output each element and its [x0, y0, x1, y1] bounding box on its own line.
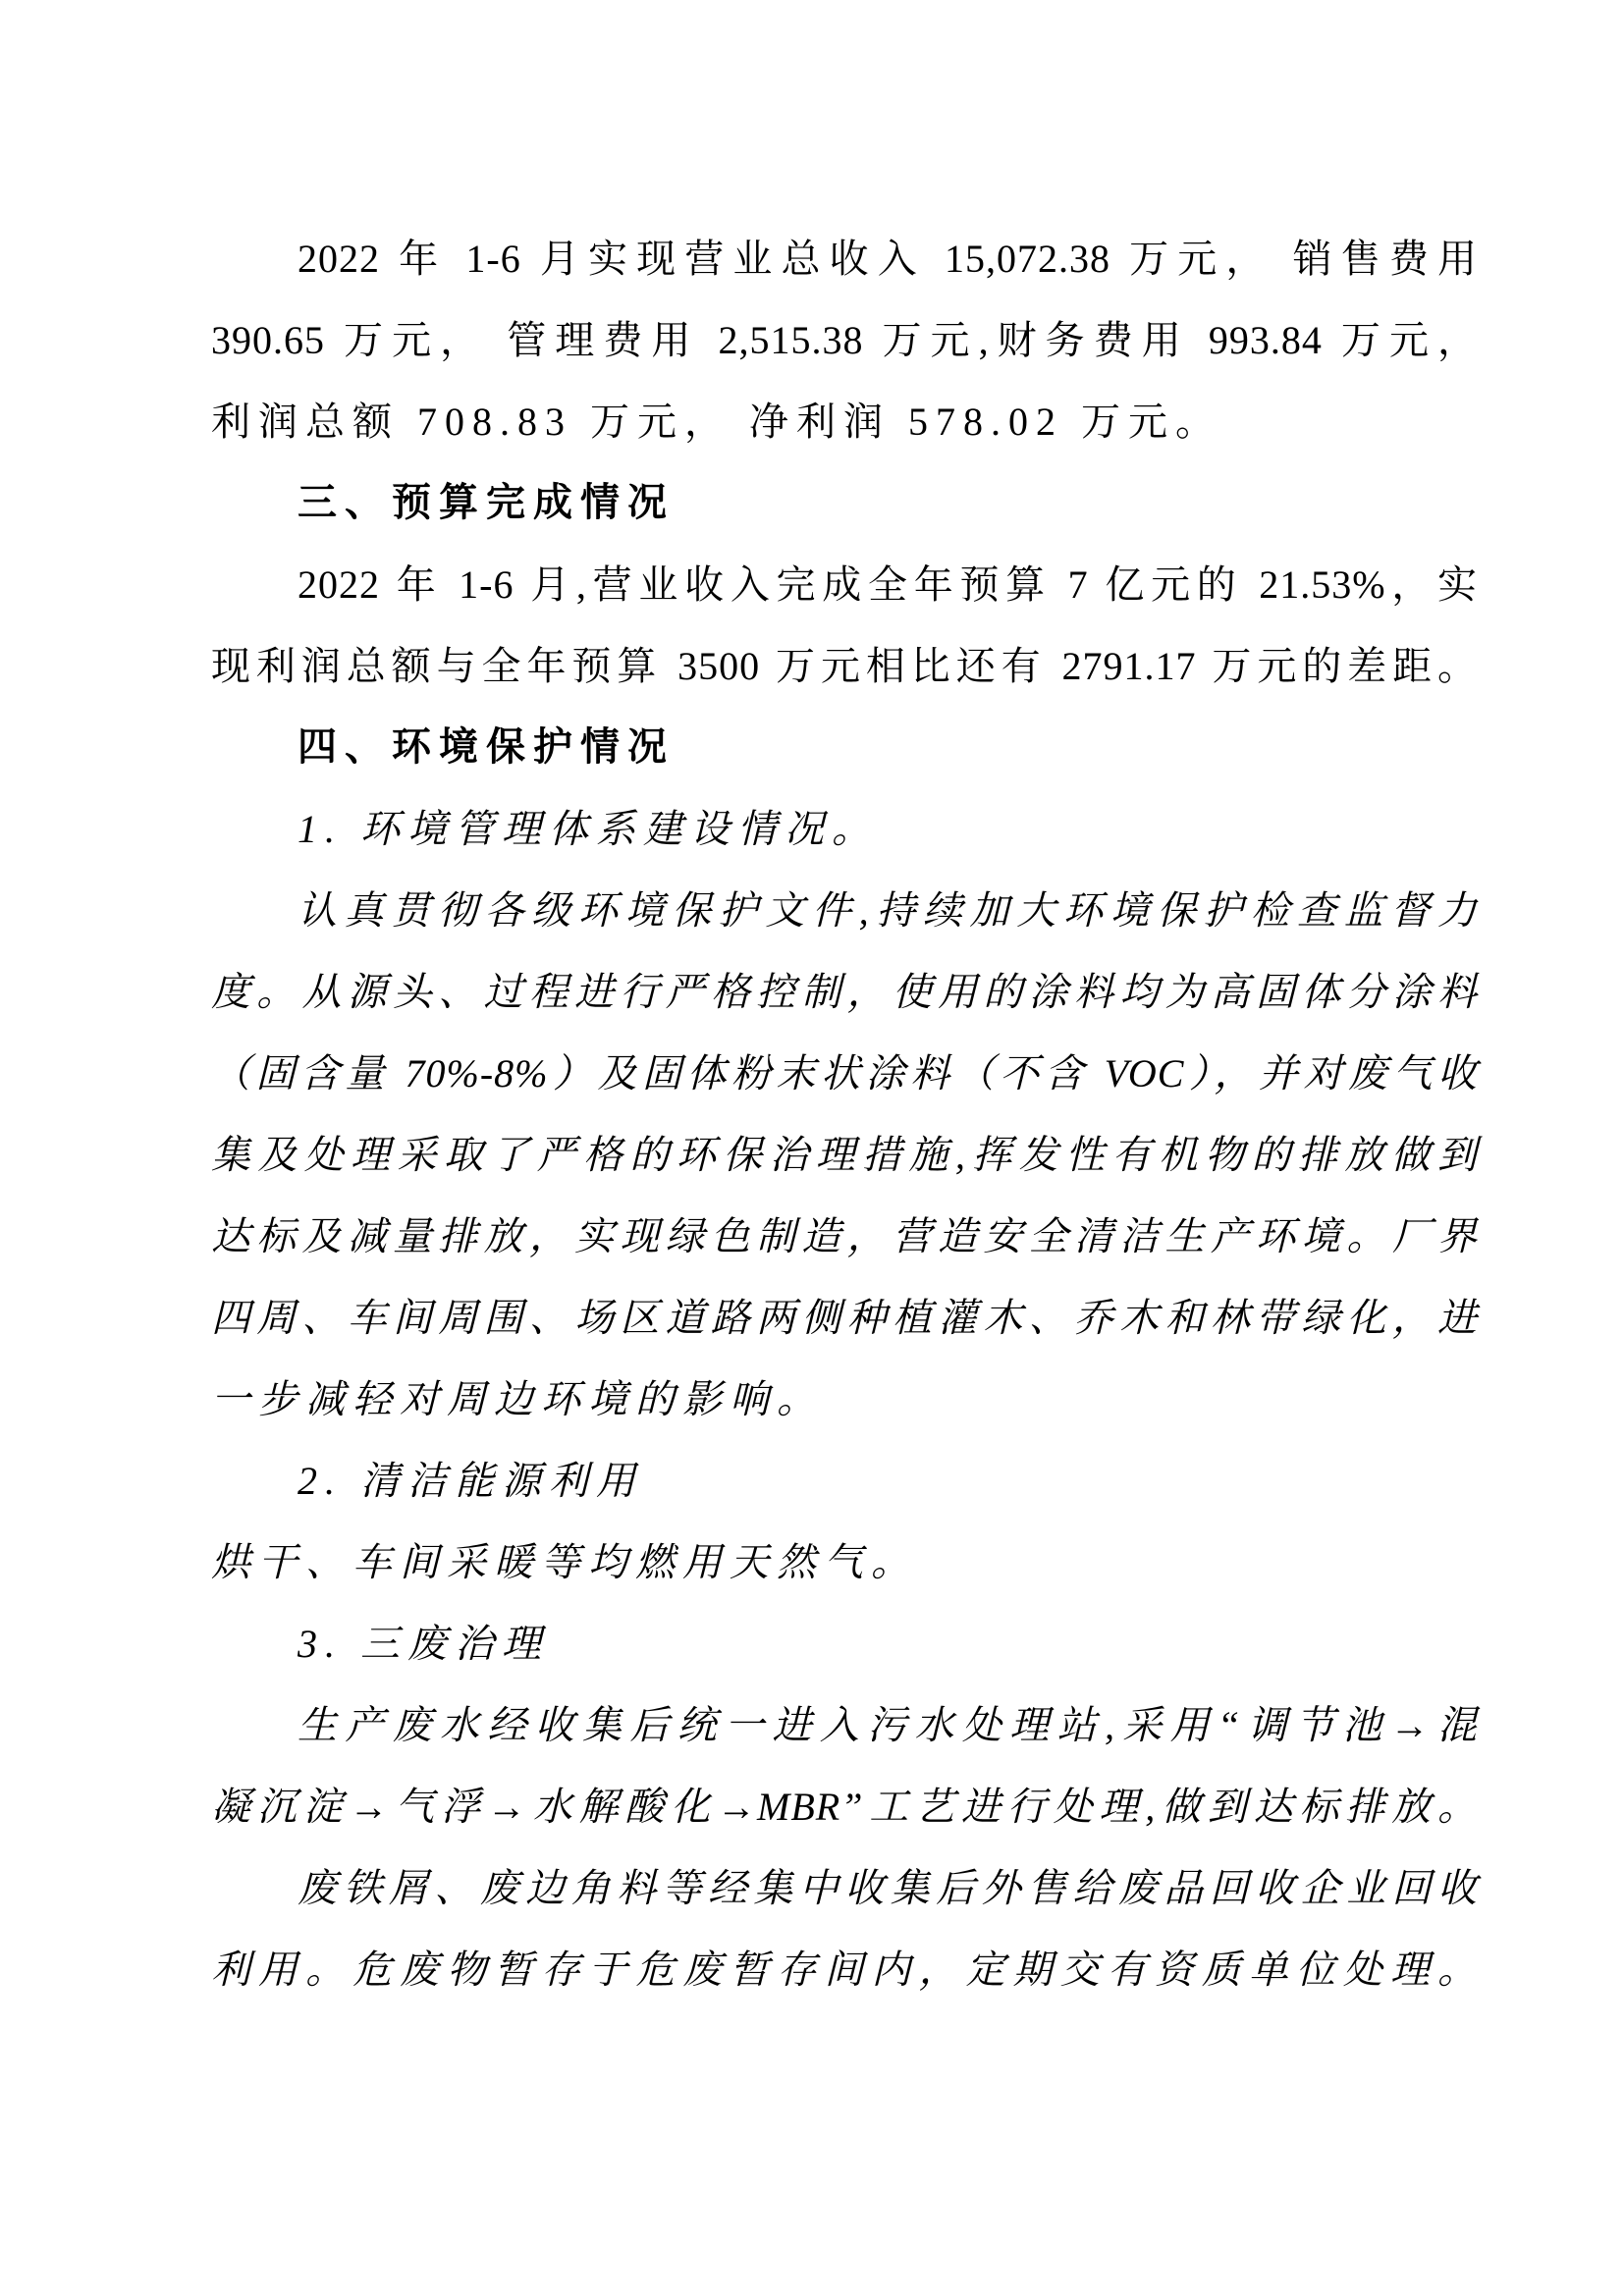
three-wastes-line-3: 废铁屑、废边角料等经集中收集后外售给废品回收企业回收	[298, 1866, 1478, 1910]
finance-paragraph-line-2: 390.65 万元， 管理费用 2,515.38 万元,财务费用 993.84 万元，	[211, 318, 1478, 362]
heading-environmental-protection: 四、环境保护情况	[298, 725, 675, 769]
env-management-line-7: 一步减轻对周边环境的影响。	[211, 1377, 824, 1421]
clean-energy-line-1: 烘干、车间采暖等均燃用天然气。	[211, 1540, 918, 1584]
budget-paragraph-line-2: 现利润总额与全年预算 3500 万元相比还有 2791.17 万元的差距。	[211, 644, 1478, 688]
env-management-line-4: 集及处理采取了严格的环保治理措施,挥发性有机物的排放做到	[211, 1133, 1478, 1177]
subheading-env-management-system: 1. 环境管理体系建设情况。	[298, 807, 879, 851]
env-management-line-3: （固含量 70%-8%）及固体粉末状涂料（不含 VOC），并对废气收	[211, 1051, 1478, 1095]
env-management-line-6: 四周、车间周围、场区道路两侧种植灌木、乔木和林带绿化，进	[211, 1296, 1478, 1340]
finance-paragraph-line-3: 利润总额 708.83 万元， 净利润 578.02 万元。	[211, 400, 1222, 444]
heading-budget-completion: 三、预算完成情况	[298, 481, 675, 524]
three-wastes-line-1: 生产废水经收集后统一进入污水处理站,采用“调节池→混	[298, 1703, 1478, 1747]
three-wastes-line-4: 利用。危废物暂存于危废暂存间内，定期交有资质单位处理。	[211, 1948, 1478, 1992]
three-wastes-line-2: 凝沉淀→气浮→水解酸化→MBR”工艺进行处理,做到达标排放。	[211, 1785, 1478, 1829]
env-management-line-2: 度。从源头、过程进行严格控制，使用的涂料均为高固体分涂料	[211, 970, 1478, 1014]
subheading-three-wastes: 3. 三废治理	[298, 1622, 549, 1666]
budget-paragraph-line-1: 2022 年 1-6 月,营业收入完成全年预算 7 亿元的 21.53%，实	[298, 562, 1478, 607]
env-management-line-5: 达标及减量排放，实现绿色制造，营造安全清洁生产环境。厂界	[211, 1214, 1478, 1258]
subheading-clean-energy: 2. 清洁能源利用	[298, 1459, 643, 1503]
env-management-line-1: 认真贯彻各级环境保护文件,持续加大环境保护检查监督力	[298, 888, 1478, 933]
finance-paragraph-line-1: 2022 年 1-6 月实现营业总收入 15,072.38 万元， 销售费用	[298, 237, 1478, 281]
